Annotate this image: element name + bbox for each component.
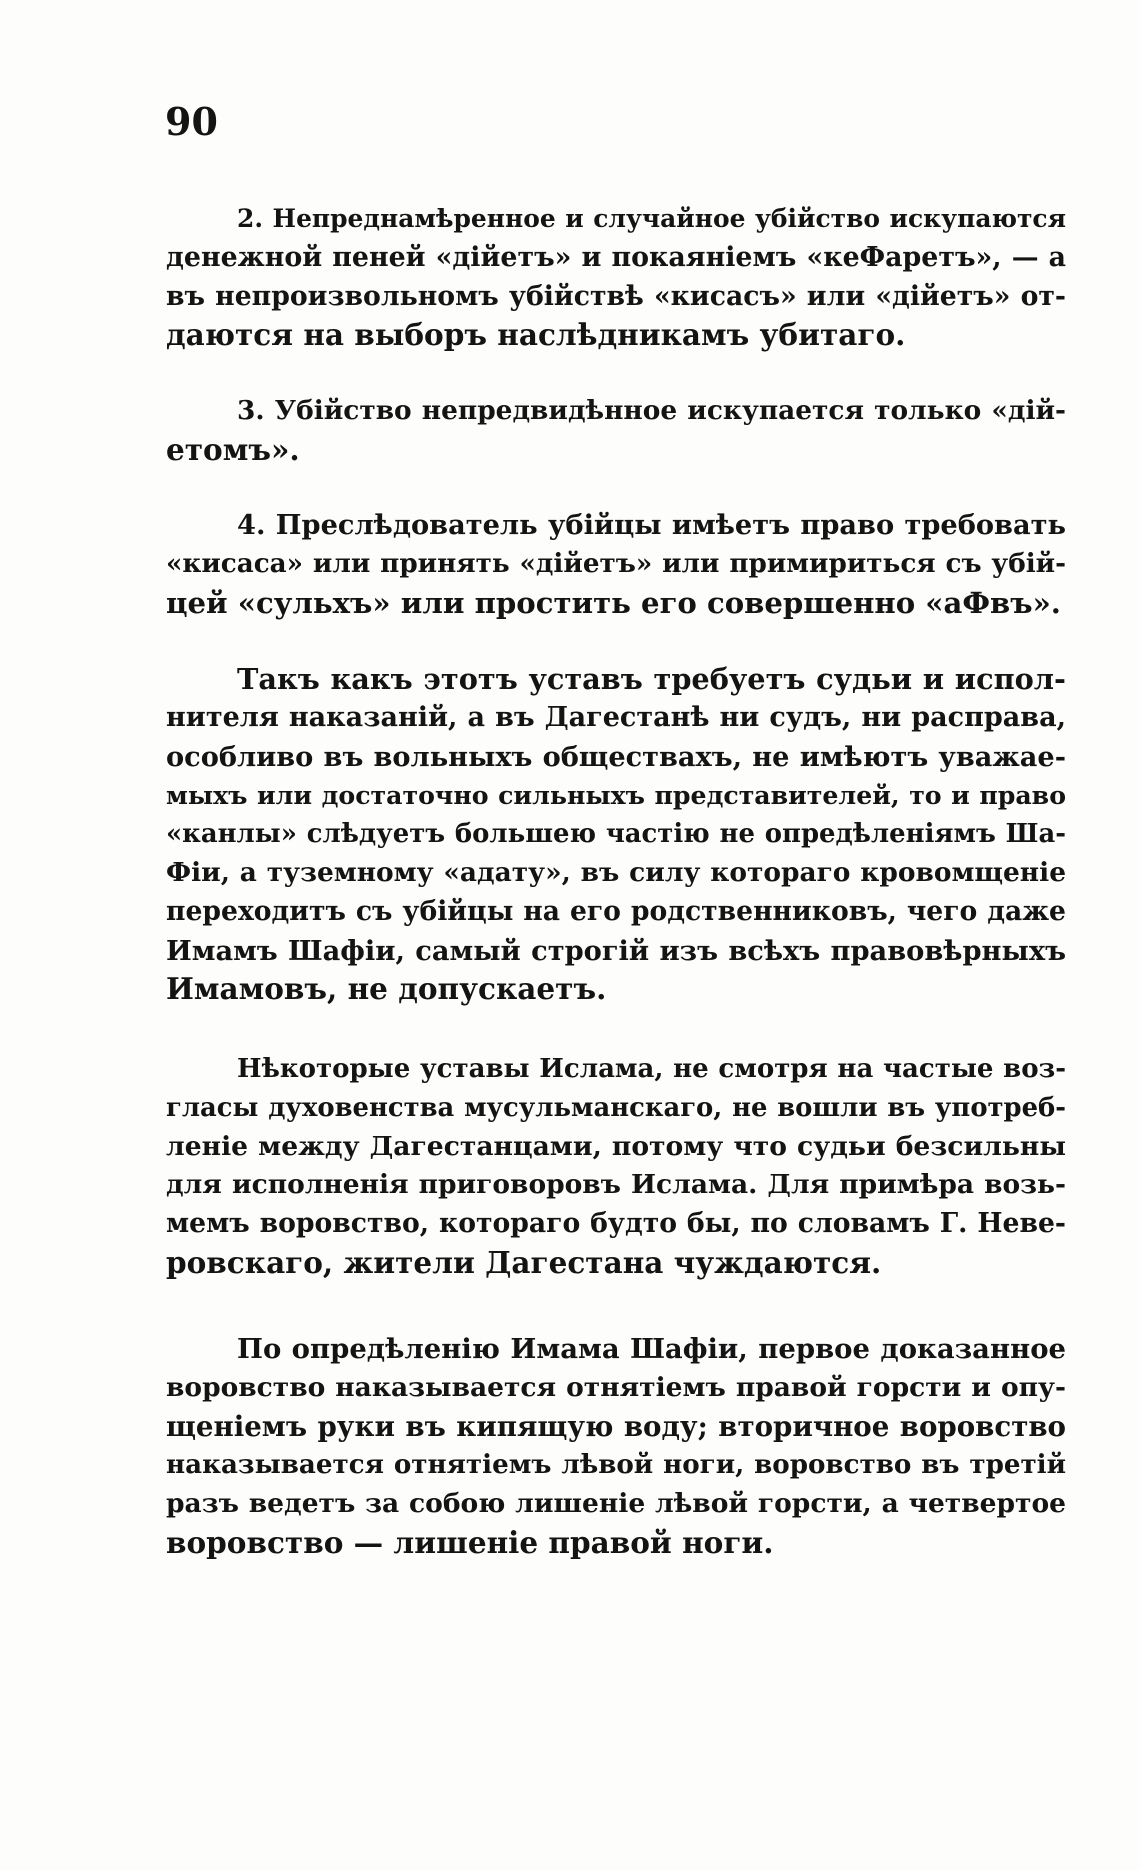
page-number: 90 — [165, 99, 218, 144]
text-line: леніе между Дагестанцами, потому что судьи безсильны — [166, 1130, 1066, 1162]
text-line: «кисаса» или принять «дійетъ» или примириться съ убій- — [166, 547, 1066, 579]
text-line: цей «сульхъ» или простить его совершенно «аФвъ». — [166, 585, 1061, 620]
text-line: нителя наказаній, а въ Дагестанѣ ни судъ, ни расправа, — [166, 701, 1066, 733]
text-line: «канлы» слѣдуетъ большею частію не опредѣленіямъ Ша- — [166, 819, 1066, 850]
text-line: наказывается отнятіемъ лѣвой ноги, воровство въ третій — [166, 1449, 1066, 1481]
text-line: мыхъ или достаточно сильныхъ представителей, то и право — [166, 780, 1066, 811]
text-line: воровство — лишеніе правой ноги. — [166, 1524, 774, 1560]
text-line: Такъ какъ этотъ уставъ требуетъ судьи и испол- — [237, 662, 1066, 696]
text-line: Имамовъ, не допускаетъ. — [166, 971, 607, 1007]
paragraph-4 — [166, 660, 1066, 1009]
paragraph-6 — [166, 1330, 1066, 1563]
paragraph-1 — [166, 200, 1066, 355]
text-line: особливо въ вольныхъ обществахъ, не имѣютъ уважае- — [166, 740, 1066, 773]
text-line: 3. Убійство непредвидѣнное искупается только «дій- — [237, 395, 1066, 426]
text-line: Фіи, а туземному «адату», въ силу котораго кровомщеніе — [166, 856, 1066, 888]
text-line: ровскаго, жители Дагестана чуждаются. — [166, 1244, 882, 1280]
paragraph-2 — [166, 392, 1066, 470]
text-line: Нѣкоторые уставы Ислама, не смотря на частые воз- — [237, 1054, 1066, 1084]
text-line: По опредѣленію Имама Шафіи, первое доказанное — [237, 1333, 1066, 1365]
text-line: денежной пеней «дійетъ» и покаяніемъ «кеФаретъ», — а — [166, 241, 1066, 273]
text-line: 4. Преслѣдователь убійцы имѣетъ право требовать — [237, 509, 1066, 541]
text-line: переходитъ съ убійцы на его родственниковъ, чего даже — [166, 895, 1066, 927]
paragraph-5 — [166, 1050, 1066, 1283]
text-line: Имамъ Шафіи, самый строгій изъ всѣхъ правовѣрныхъ — [166, 934, 1066, 967]
text-line: гласы духовенства мусульманскаго, не вошли въ употреб- — [166, 1092, 1066, 1123]
text-line: етомъ». — [166, 431, 300, 467]
text-line: даются на выборъ наслѣдникамъ убитаго. — [166, 317, 906, 353]
text-line: воровство наказывается отнятіемъ правой горсти и опу- — [166, 1371, 1066, 1403]
text-line: разъ ведетъ за собою лишеніе лѣвой горсти, а четвертое — [166, 1488, 1066, 1520]
text-line: въ непроизвольномъ убійствѣ «кисасъ» или «дійетъ» от- — [166, 280, 1066, 312]
paragraph-3 — [166, 506, 1066, 622]
text-line: щеніемъ руки въ кипящую воду; вторичное воровство — [166, 1409, 1066, 1443]
text-line: мемъ воровство, котораго будто бы, по словамъ Г. Неве- — [166, 1208, 1066, 1240]
text-line: для исполненія приговоровъ Ислама. Для примѣра возь- — [166, 1169, 1066, 1201]
text-line: 2. Непреднамѣренное и случайное убійство искупаются — [237, 204, 1066, 233]
